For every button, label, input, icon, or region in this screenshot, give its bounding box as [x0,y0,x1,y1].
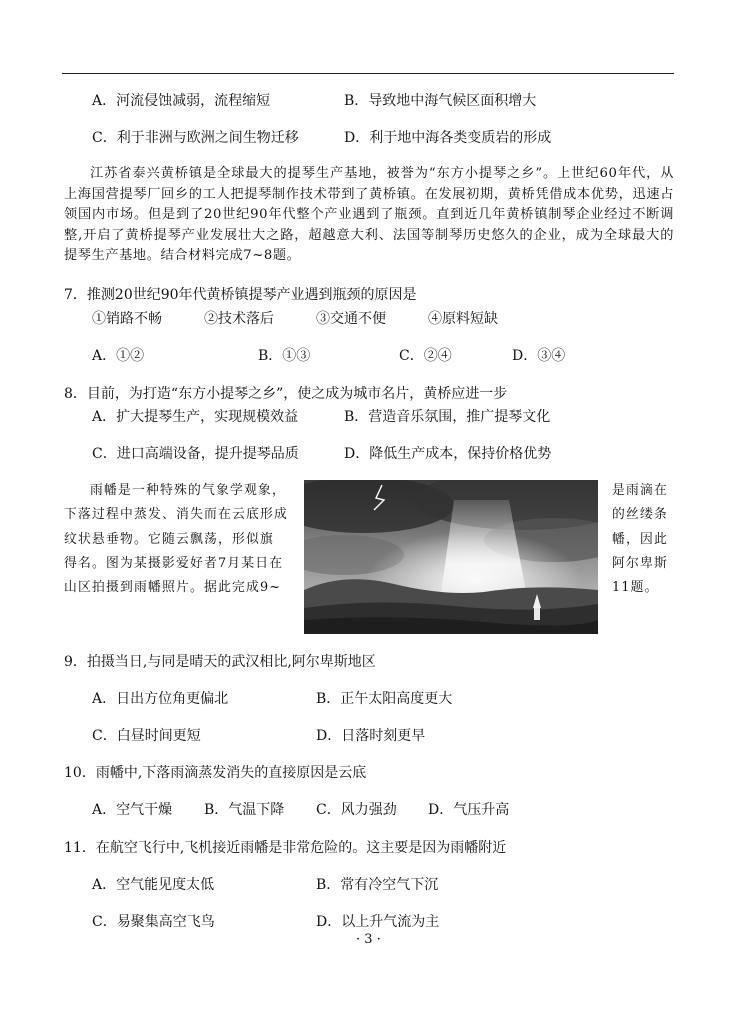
q7-item-4: ④原料短缺 [428,311,498,327]
q6-option-b[interactable]: B．导致地中海气候区面积增大 [344,93,537,109]
q7-stem: 7．推测20世纪90年代黄桥镇提琴产业遇到瓶颈的原因是 [64,287,417,303]
q7-item-2: ②技术落后 [204,311,274,327]
q8-option-b[interactable]: B．营造音乐氛围，推广提琴文化 [344,409,551,425]
passage-yufan-right [612,479,668,600]
header-rule [62,73,674,74]
q10-option-b[interactable]: B．气温下降 [204,802,285,818]
q7-item-1: ①销路不畅 [92,311,162,327]
q9-option-a[interactable]: A．日出方位角更偏北 [92,691,229,707]
passage-line: 11题。 [612,580,659,596]
q11-option-b[interactable]: B．常有冷空气下沉 [316,877,439,893]
q10-option-d[interactable]: D．气压升高 [428,802,510,818]
q11-option-a[interactable]: A．空气能见度太低 [92,877,215,893]
q11-stem: 11．在航空飞行中,飞机接近雨幡是非常危险的。这主要是因为雨幡附近 [64,840,507,856]
q8-option-a[interactable]: A．扩大提琴生产，实现规模效益 [92,409,299,425]
passage-line: 得名。图为某摄影爱好者7月某日在 [64,555,284,571]
reading-passage-huangqiao [64,164,674,267]
passage-yufan-left [64,479,288,600]
q9-option-d[interactable]: D．日落时刻更早 [316,728,426,744]
q10-option-a[interactable]: A．空气干燥 [92,802,173,818]
q8-option-c[interactable]: C．进口高端设备，提升提琴品质 [92,446,299,462]
page-number: · 3 · [356,932,381,947]
passage-line: 山区拍摄到雨幡照片。据此完成9~ [64,580,282,596]
passage-line: 下落过程中蒸发、消失而在云底形成 [64,507,288,523]
q7-option-c[interactable]: C．②④ [399,348,452,364]
q7-option-b[interactable]: B．①③ [258,348,311,364]
q9-option-c[interactable]: C．白昼时间更短 [92,728,201,744]
q10-stem: 10．雨幡中,下落雨滴蒸发消失的直接原因是云底 [64,765,367,781]
q6-option-d[interactable]: D．利于地中海各类变质岩的形成 [344,130,552,146]
passage-text: 江苏省泰兴黄桥镇是全球最大的提琴生产基地，被誉为“东方小提琴之乡”。上世纪60年代，从上海国营提琴厂回乡的工人把提琴制作技术带到了黄桥镇。在发展初期，黄桥凭借成本优势，迅速占领国内市场。但是到了20世纪90年代整个产业遇到了瓶颈。直到近几年黄桥镇制琴企业经过不断调整,开启了黄桥提琴产业发展壮大之路，超越意大利、法国等制琴历史悠久的企业，成为全球最大的提琴生产基地。结合材料完成7~8题。 [64,166,674,263]
virga-photo [304,480,598,634]
passage-line: 雨幡是一种特殊的气象学观象， [90,483,286,498]
passage-line: 纹状悬垂物。它随云飘荡，形似旗 [64,531,274,547]
passage-line: 阿尔卑斯 [612,555,668,571]
q9-option-b[interactable]: B．正午太阳高度更大 [316,691,453,707]
q10-option-c[interactable]: C．风力强劲 [316,802,397,818]
q8-option-d[interactable]: D．降低生产成本，保持价格优势 [344,446,552,462]
q7-option-a[interactable]: A．①② [92,348,145,364]
passage-line: 幡，因此 [612,531,668,547]
q7-item-3: ③交通不便 [316,311,386,327]
passage-line: 是雨滴在 [612,483,668,498]
q11-option-c[interactable]: C．易聚集高空飞鸟 [92,914,215,930]
q6-option-a[interactable]: A．河流侵蚀减弱，流程缩短 [92,93,271,109]
q8-stem: 8．目前，为打造“东方小提琴之乡”，使之成为城市名片，黄桥应进一步 [64,386,508,402]
q9-stem: 9．拍摄当日,与同是晴天的武汉相比,阿尔卑斯地区 [64,654,376,670]
passage-line: 的丝缕条 [612,507,668,523]
q7-option-d[interactable]: D．③④ [512,348,566,364]
q11-option-d[interactable]: D．以上升气流为主 [316,914,440,930]
q6-option-c[interactable]: C．利于非洲与欧洲之间生物迁移 [92,130,299,146]
